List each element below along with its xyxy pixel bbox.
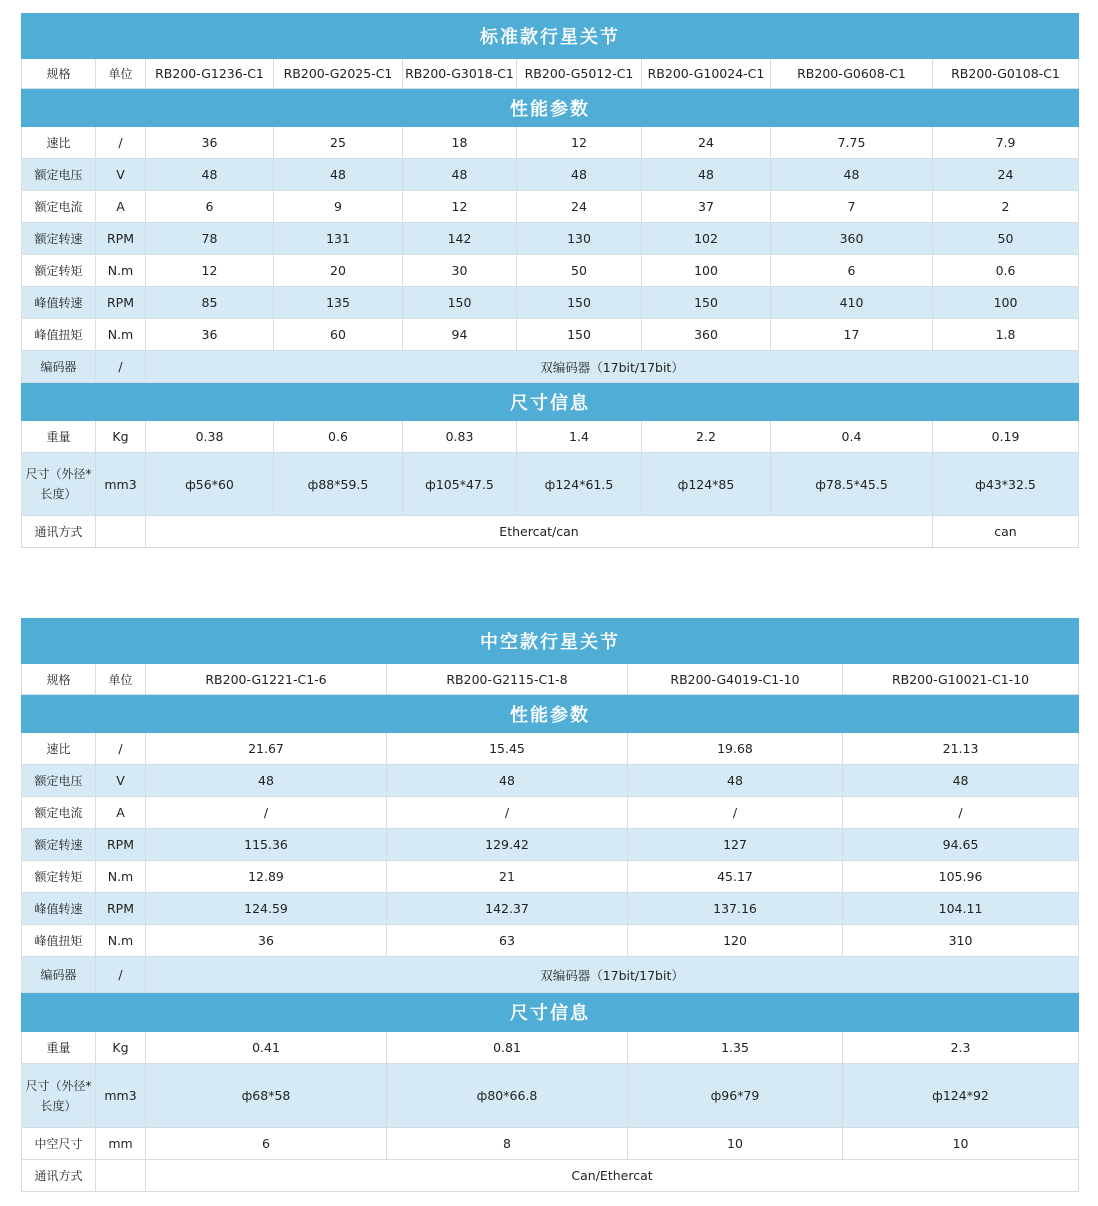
value-cell: 0.19	[933, 421, 1079, 453]
hollow-joint-spec-table	[21, 618, 1079, 1192]
standard-title-band	[22, 14, 1079, 59]
unit-label: 单位	[96, 59, 146, 89]
row-label: 额定电压	[22, 159, 96, 191]
value-cell: 105.96	[843, 861, 1079, 893]
value-cell: 135	[274, 287, 403, 319]
value-cell: 129.42	[387, 829, 628, 861]
standard-joint-spec-table	[21, 13, 1079, 548]
table-row	[22, 319, 1079, 351]
model-cell: RB200-G1236-C1	[146, 59, 274, 89]
table-row	[22, 861, 1079, 893]
value-cell: /	[387, 797, 628, 829]
value-cell: /	[628, 797, 843, 829]
row-unit: mm3	[96, 1064, 146, 1128]
value-cell: 0.6	[933, 255, 1079, 287]
row-label: 通讯方式	[22, 516, 96, 548]
row-label: 尺寸（外径*长度）	[22, 453, 96, 516]
value-cell: 30	[403, 255, 517, 287]
value-cell: 8	[387, 1128, 628, 1160]
value-cell: ф88*59.5	[274, 453, 403, 516]
model-cell: RB200-G1221-C1-6	[146, 664, 387, 695]
value-cell: 130	[517, 223, 642, 255]
value-cell: ф124*85	[642, 453, 771, 516]
value-cell: 6	[771, 255, 933, 287]
comm-value-last: can	[933, 516, 1079, 548]
value-cell: 100	[642, 255, 771, 287]
unit-label: 单位	[96, 664, 146, 695]
row-label: 通讯方式	[22, 1160, 96, 1192]
value-cell: 37	[642, 191, 771, 223]
value-cell: 63	[387, 925, 628, 957]
comm-value: Can/Ethercat	[146, 1160, 1079, 1192]
row-unit: mm	[96, 1128, 146, 1160]
row-label: 速比	[22, 127, 96, 159]
value-cell: 20	[274, 255, 403, 287]
value-cell: 12	[403, 191, 517, 223]
spec-label: 规格	[22, 664, 96, 695]
value-cell: 48	[771, 159, 933, 191]
value-cell: 48	[146, 765, 387, 797]
value-cell: 1.35	[628, 1032, 843, 1064]
value-cell: 45.17	[628, 861, 843, 893]
row-label: 重量	[22, 421, 96, 453]
value-cell: 9	[274, 191, 403, 223]
value-cell: 142	[403, 223, 517, 255]
model-cell: RB200-G3018-C1	[403, 59, 517, 89]
encoder-row	[22, 957, 1079, 993]
model-cell: RB200-G0108-C1	[933, 59, 1079, 89]
value-cell: 25	[274, 127, 403, 159]
row-unit: /	[96, 127, 146, 159]
value-cell: 21	[387, 861, 628, 893]
value-cell: 78	[146, 223, 274, 255]
value-cell: 10	[843, 1128, 1079, 1160]
model-cell: RB200-G10021-C1-10	[843, 664, 1079, 695]
size-band	[22, 383, 1079, 421]
row-label: 额定转矩	[22, 255, 96, 287]
weight-row	[22, 1032, 1079, 1064]
row-unit	[96, 516, 146, 548]
weight-row	[22, 421, 1079, 453]
value-cell: 94	[403, 319, 517, 351]
row-label: 编码器	[22, 351, 96, 383]
value-cell: 7.9	[933, 127, 1079, 159]
size-title: 尺寸信息	[22, 383, 1079, 421]
value-cell: 120	[628, 925, 843, 957]
value-cell: 17	[771, 319, 933, 351]
value-cell: ф43*32.5	[933, 453, 1079, 516]
value-cell: 104.11	[843, 893, 1079, 925]
row-label: 峰值扭矩	[22, 319, 96, 351]
value-cell: 310	[843, 925, 1079, 957]
value-cell: ф78.5*45.5	[771, 453, 933, 516]
value-cell: 150	[642, 287, 771, 319]
table-row	[22, 925, 1079, 957]
row-unit: RPM	[96, 223, 146, 255]
table-row	[22, 829, 1079, 861]
value-cell: 48	[403, 159, 517, 191]
value-cell: 150	[403, 287, 517, 319]
value-cell: 36	[146, 319, 274, 351]
value-cell: 2	[933, 191, 1079, 223]
value-cell: 1.4	[517, 421, 642, 453]
value-cell: 15.45	[387, 733, 628, 765]
value-cell: 48	[146, 159, 274, 191]
encoder-value: 双编码器（17bit/17bit）	[146, 957, 1079, 993]
table-row	[22, 287, 1079, 319]
value-cell: 7.75	[771, 127, 933, 159]
value-cell: 12.89	[146, 861, 387, 893]
value-cell: ф105*47.5	[403, 453, 517, 516]
performance-band	[22, 695, 1079, 733]
row-label: 峰值转速	[22, 893, 96, 925]
value-cell: 48	[387, 765, 628, 797]
row-label: 编码器	[22, 957, 96, 993]
value-cell: 48	[843, 765, 1079, 797]
row-unit: N.m	[96, 861, 146, 893]
value-cell: 7	[771, 191, 933, 223]
table-row	[22, 733, 1079, 765]
size-title: 尺寸信息	[22, 993, 1079, 1032]
model-cell: RB200-G5012-C1	[517, 59, 642, 89]
value-cell: 19.68	[628, 733, 843, 765]
value-cell: 48	[517, 159, 642, 191]
row-label: 中空尺寸	[22, 1128, 96, 1160]
value-cell: 6	[146, 191, 274, 223]
value-cell: 0.41	[146, 1032, 387, 1064]
row-label: 尺寸（外径*长度）	[22, 1064, 96, 1128]
value-cell: 102	[642, 223, 771, 255]
value-cell: 1.8	[933, 319, 1079, 351]
value-cell: /	[843, 797, 1079, 829]
value-cell: 115.36	[146, 829, 387, 861]
value-cell: 2.2	[642, 421, 771, 453]
value-cell: 60	[274, 319, 403, 351]
row-label: 额定电压	[22, 765, 96, 797]
row-unit: /	[96, 733, 146, 765]
value-cell: 0.83	[403, 421, 517, 453]
value-cell: 410	[771, 287, 933, 319]
row-label: 峰值转速	[22, 287, 96, 319]
table-row	[22, 191, 1079, 223]
row-unit: RPM	[96, 829, 146, 861]
value-cell: 85	[146, 287, 274, 319]
hollow-title: 中空款行星关节	[22, 619, 1079, 664]
row-unit: Kg	[96, 1032, 146, 1064]
value-cell: 127	[628, 829, 843, 861]
row-label: 额定转速	[22, 829, 96, 861]
value-cell: 0.6	[274, 421, 403, 453]
value-cell: 21.13	[843, 733, 1079, 765]
row-label: 重量	[22, 1032, 96, 1064]
table-row	[22, 223, 1079, 255]
row-label: 速比	[22, 733, 96, 765]
value-cell: 24	[933, 159, 1079, 191]
value-cell: 24	[517, 191, 642, 223]
value-cell: 6	[146, 1128, 387, 1160]
value-cell: 18	[403, 127, 517, 159]
hollow-header-row	[22, 664, 1079, 695]
row-unit: N.m	[96, 925, 146, 957]
value-cell: 21.67	[146, 733, 387, 765]
row-unit: V	[96, 159, 146, 191]
value-cell: /	[146, 797, 387, 829]
row-unit: Kg	[96, 421, 146, 453]
value-cell: 48	[628, 765, 843, 797]
row-unit: N.m	[96, 319, 146, 351]
value-cell: 2.3	[843, 1032, 1079, 1064]
table-row	[22, 127, 1079, 159]
value-cell: 137.16	[628, 893, 843, 925]
value-cell: 10	[628, 1128, 843, 1160]
row-label: 额定转速	[22, 223, 96, 255]
value-cell: ф96*79	[628, 1064, 843, 1128]
comm-value: Ethercat/can	[146, 516, 933, 548]
table-row	[22, 255, 1079, 287]
row-unit: V	[96, 765, 146, 797]
value-cell: 0.38	[146, 421, 274, 453]
value-cell: 100	[933, 287, 1079, 319]
hollow-size-row	[22, 1128, 1079, 1160]
value-cell: 36	[146, 127, 274, 159]
row-label: 额定电流	[22, 191, 96, 223]
table-row	[22, 765, 1079, 797]
row-unit: RPM	[96, 893, 146, 925]
model-cell: RB200-G4019-C1-10	[628, 664, 843, 695]
value-cell: ф124*92	[843, 1064, 1079, 1128]
model-cell: RB200-G2025-C1	[274, 59, 403, 89]
value-cell: 48	[642, 159, 771, 191]
value-cell: 131	[274, 223, 403, 255]
encoder-value: 双编码器（17bit/17bit）	[146, 351, 1079, 383]
row-unit: RPM	[96, 287, 146, 319]
dimension-row	[22, 453, 1079, 516]
value-cell: 12	[517, 127, 642, 159]
comm-row	[22, 516, 1079, 548]
performance-band	[22, 89, 1079, 127]
model-cell: RB200-G10024-C1	[642, 59, 771, 89]
value-cell: ф124*61.5	[517, 453, 642, 516]
value-cell: 24	[642, 127, 771, 159]
row-unit: N.m	[96, 255, 146, 287]
value-cell: 36	[146, 925, 387, 957]
standard-title: 标准款行星关节	[22, 14, 1079, 59]
model-cell: RB200-G2115-C1-8	[387, 664, 628, 695]
value-cell: 360	[642, 319, 771, 351]
dimension-row	[22, 1064, 1079, 1128]
row-unit: /	[96, 351, 146, 383]
value-cell: 0.81	[387, 1032, 628, 1064]
value-cell: 360	[771, 223, 933, 255]
row-unit: A	[96, 191, 146, 223]
hollow-title-band	[22, 619, 1079, 664]
value-cell: 150	[517, 319, 642, 351]
value-cell: 94.65	[843, 829, 1079, 861]
value-cell: 142.37	[387, 893, 628, 925]
value-cell: 0.4	[771, 421, 933, 453]
row-unit: /	[96, 957, 146, 993]
table-row	[22, 797, 1079, 829]
spec-label: 规格	[22, 59, 96, 89]
row-label: 额定电流	[22, 797, 96, 829]
performance-title: 性能参数	[22, 89, 1079, 127]
model-cell: RB200-G0608-C1	[771, 59, 933, 89]
value-cell: ф56*60	[146, 453, 274, 516]
standard-header-row	[22, 59, 1079, 89]
row-label: 峰值扭矩	[22, 925, 96, 957]
row-label: 额定转矩	[22, 861, 96, 893]
value-cell: 150	[517, 287, 642, 319]
value-cell: 50	[517, 255, 642, 287]
comm-row	[22, 1160, 1079, 1192]
performance-title: 性能参数	[22, 695, 1079, 733]
value-cell: 48	[274, 159, 403, 191]
value-cell: ф80*66.8	[387, 1064, 628, 1128]
row-unit: mm3	[96, 453, 146, 516]
row-unit: A	[96, 797, 146, 829]
encoder-row	[22, 351, 1079, 383]
size-band	[22, 993, 1079, 1032]
value-cell: 50	[933, 223, 1079, 255]
table-row	[22, 893, 1079, 925]
value-cell: 124.59	[146, 893, 387, 925]
table-row	[22, 159, 1079, 191]
row-unit	[96, 1160, 146, 1192]
value-cell: ф68*58	[146, 1064, 387, 1128]
value-cell: 12	[146, 255, 274, 287]
